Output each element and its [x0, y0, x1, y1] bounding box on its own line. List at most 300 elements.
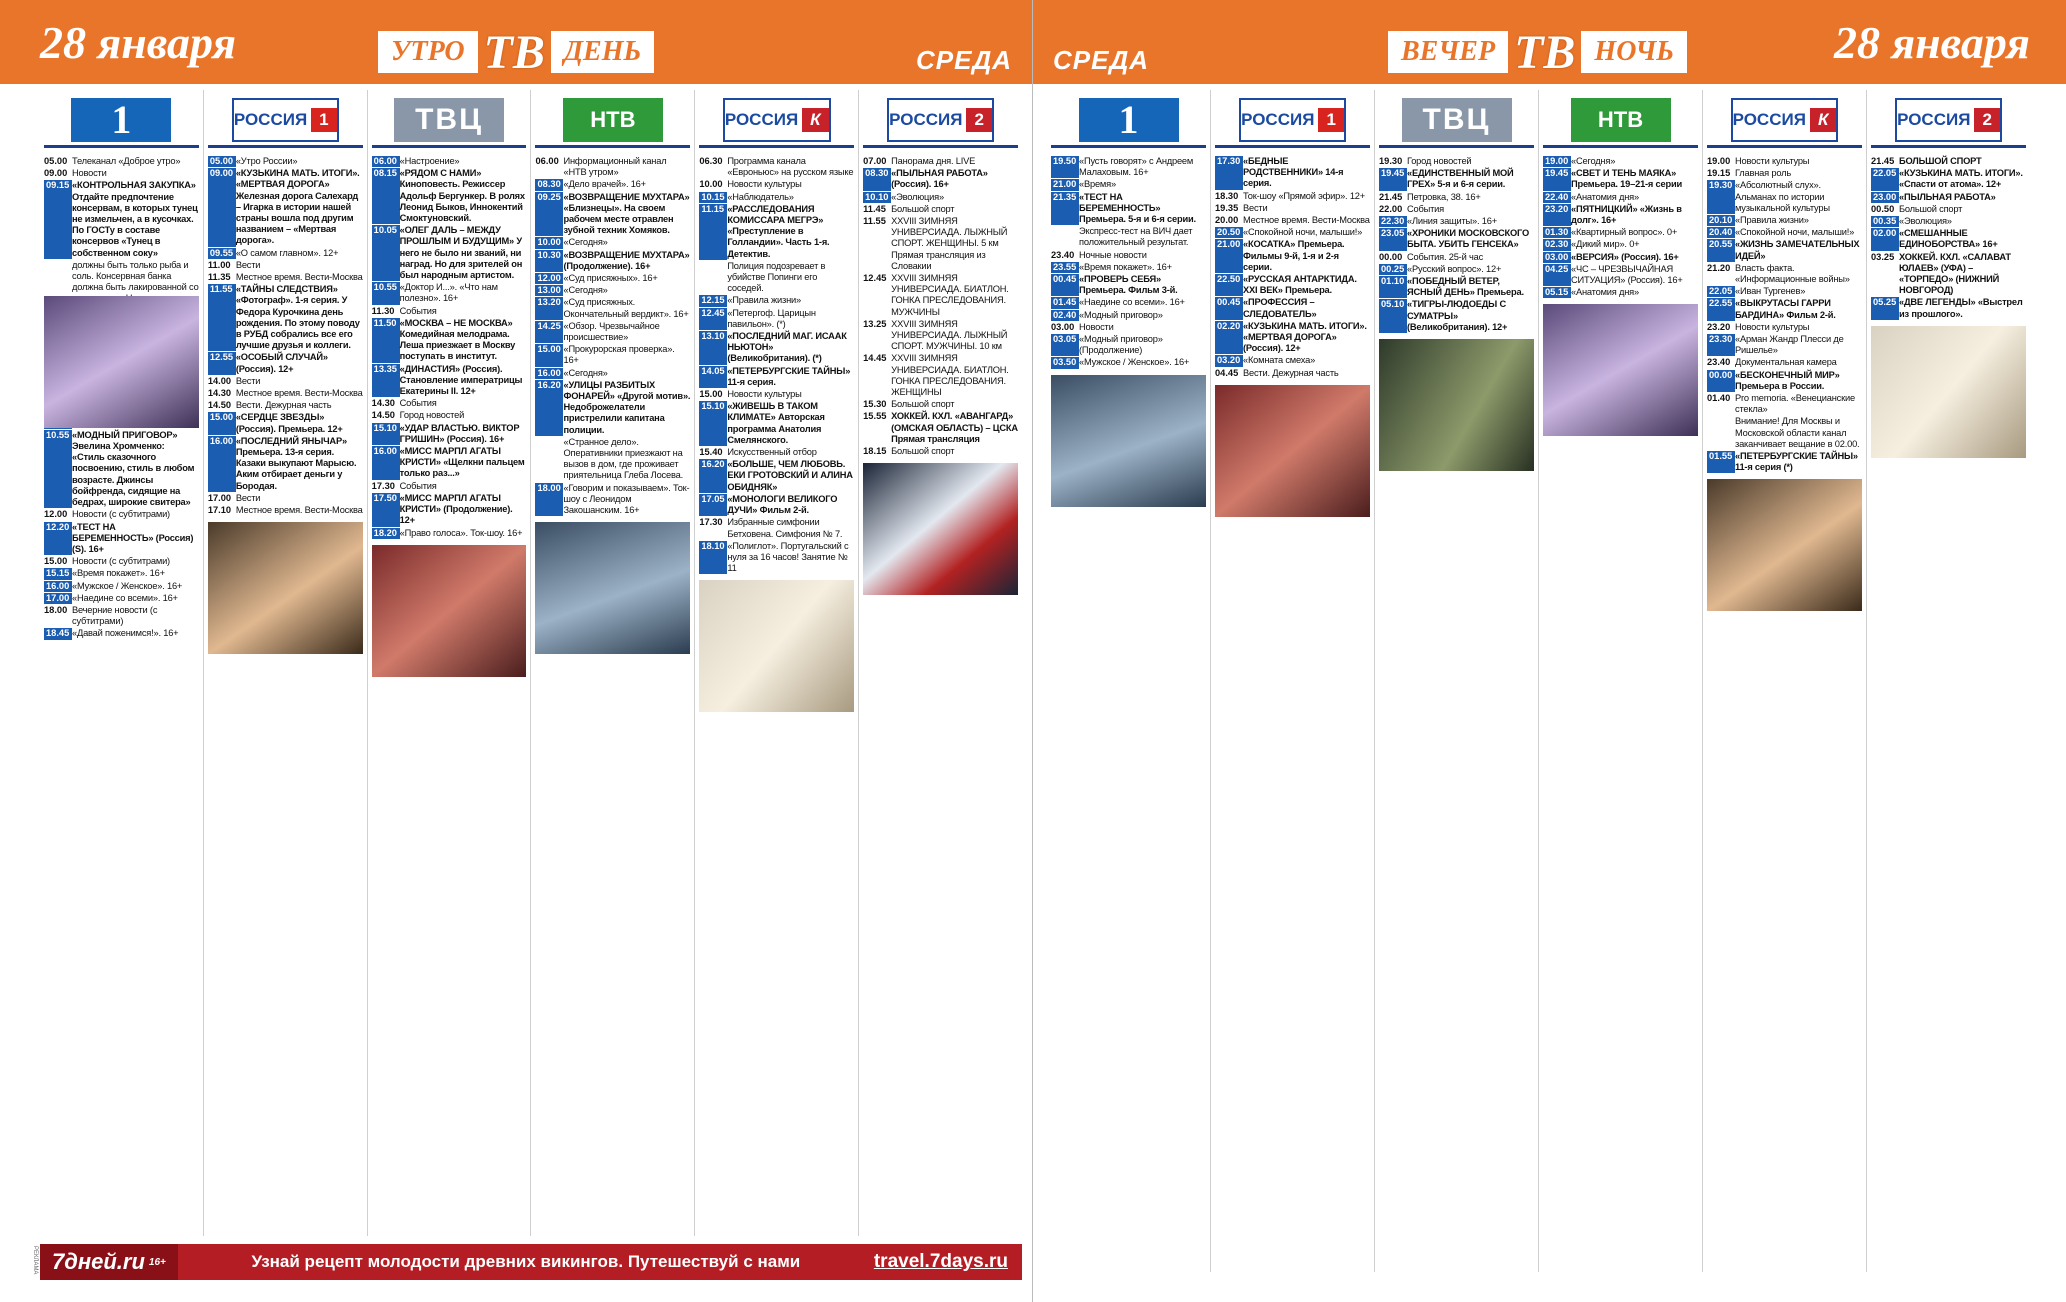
program-list — [863, 156, 1018, 457]
program-row[interactable] — [863, 216, 1018, 272]
program-row[interactable] — [1051, 310, 1206, 321]
program-title: События — [1407, 203, 1444, 214]
program-row[interactable] — [1379, 228, 1534, 250]
program-row[interactable] — [863, 353, 1018, 398]
program-time: 17.30 — [371, 480, 395, 491]
program-title: Панорама дня. LIVE — [891, 156, 976, 166]
program-row[interactable] — [1707, 168, 1862, 179]
program-title: «Эволюция» — [891, 191, 944, 202]
program-time: 10.10 — [863, 192, 891, 203]
program-title: Местное время. Вести-Москва — [235, 388, 363, 399]
program-row[interactable] — [1215, 191, 1370, 202]
program-time: 19.35 — [1215, 202, 1239, 213]
column-russia1 — [1211, 90, 1375, 1272]
program-title: «Линия защиты». 16+ — [1407, 216, 1497, 227]
program-row[interactable] — [44, 568, 199, 579]
program-row[interactable] — [1215, 355, 1370, 366]
program-row[interactable] — [372, 318, 527, 363]
program-title: БОЛЬШОЙ СПОРТ — [1899, 156, 1982, 166]
program-title: Вести — [235, 259, 261, 270]
program-time: 13.35 — [372, 364, 400, 398]
program-time: 15.40 — [699, 447, 723, 458]
program-row[interactable] — [372, 481, 527, 492]
program-row[interactable] — [1051, 179, 1206, 190]
program-title: «МИСС МАРПЛ АГАТЫ КРИСТИ» (Продолжение). 12+ — [399, 492, 513, 526]
program-row[interactable] — [1379, 299, 1534, 333]
program-title: «УЛИЦЫ РАЗБИТЫХ ФОНАРЕЙ» «Другой мотив». Недоброжелатели пристрелили капитана полиции. — [563, 379, 691, 435]
program-time: 19.00 — [1707, 156, 1731, 166]
program-row[interactable] — [1051, 334, 1206, 356]
program-time: 08.30 — [863, 168, 891, 190]
photo-man-portrait — [535, 522, 690, 654]
program-row[interactable] — [1543, 227, 1698, 238]
program-row[interactable] — [699, 389, 854, 400]
program-row[interactable] — [699, 192, 854, 203]
program-row[interactable] — [1379, 204, 1534, 215]
program-time: 13.25 — [863, 318, 887, 329]
program-row[interactable] — [1543, 252, 1698, 263]
program-time: 08.30 — [535, 179, 563, 190]
program-row[interactable] — [1215, 203, 1370, 214]
program-title: «Говорим и показываем». Ток-шоу с Леонидом Закошанским. 16+ — [563, 482, 690, 516]
program-time: 14.50 — [371, 410, 395, 421]
program-row[interactable] — [208, 376, 363, 387]
program-time: 21.00 — [1051, 179, 1079, 190]
program-row[interactable] — [1707, 286, 1862, 297]
program-row[interactable] — [208, 352, 363, 374]
program-title: Местное время. Вести-Москва — [235, 272, 363, 283]
program-row[interactable] — [1051, 226, 1206, 248]
program-row[interactable] — [699, 494, 854, 516]
program-row[interactable] — [372, 282, 527, 304]
channel-logo-russiak: РОССИЯ К — [1707, 94, 1862, 148]
program-title: «ВОЗВРАЩЕНИЕ МУХТАРА» (Продолжение). 16+ — [563, 249, 690, 271]
program-row[interactable] — [1707, 298, 1862, 320]
program-row[interactable] — [863, 446, 1018, 457]
program-row[interactable] — [535, 297, 690, 319]
program-time: 05.25 — [1871, 297, 1899, 319]
program-title: должны быть только рыба и соль. Консервная банка должна быть лакированной со — [72, 259, 199, 293]
program-time: 04.45 — [1215, 367, 1239, 378]
program-title: «МОСКВА – НЕ МОСКВА» Комедийная мелодрама. Леша приезжает в Москву поступать в институт. — [399, 317, 516, 362]
column-russiak — [1703, 90, 1867, 1272]
program-row[interactable] — [372, 446, 527, 480]
program-row[interactable] — [699, 401, 854, 446]
program-row[interactable] — [44, 509, 199, 520]
program-title: Pro memoria. «Венецианские стекла» — [1735, 393, 1855, 415]
program-row[interactable] — [372, 398, 527, 409]
program-title: «ПЫЛЬНАЯ РАБОТА» (Россия). 16+ — [891, 168, 988, 190]
program-row[interactable] — [535, 437, 690, 482]
program-time: 22.40 — [1543, 192, 1571, 203]
program-time: 03.25 — [1871, 251, 1895, 262]
program-time: 15.00 — [44, 556, 68, 567]
program-title: ХОККЕЙ. КХЛ. «АВАНГАРД» (ОМСКАЯ ОБЛАСТЬ) – ЦСКА Прямая трансляция — [891, 411, 1018, 444]
program-row[interactable] — [1051, 357, 1206, 368]
program-title: «ВЫКРУТАСЫ ГАРРИ БАРДИНА» Фильм 2-й. — [1735, 298, 1836, 320]
program-row[interactable] — [863, 156, 1018, 167]
program-title: «ДВЕ ЛЕГЕНДЫ» «Выстрел из прошлого». — [1899, 297, 2023, 319]
program-row[interactable] — [1215, 368, 1370, 379]
program-row[interactable] — [44, 180, 199, 258]
program-title: «Спокойной ночи, малыши!» — [1243, 227, 1363, 238]
program-row[interactable] — [44, 605, 199, 627]
program-time: 21.00 — [1215, 239, 1243, 273]
program-title: «БОЛЬШЕ, ЧЕМ ЛЮБОВЬ. ЕКИ ГРОТОВСКИЙ И АЛИНА ОБИДНЯК» — [727, 459, 853, 492]
program-time: 15.00 — [535, 344, 563, 366]
program-row[interactable] — [535, 192, 690, 237]
program-time: 15.00 — [208, 412, 236, 434]
program-title: Вести — [235, 375, 261, 386]
program-row[interactable] — [1215, 156, 1370, 190]
program-row[interactable] — [535, 285, 690, 296]
program-row[interactable] — [1871, 216, 2026, 227]
program-time: 10.00 — [535, 237, 563, 248]
program-time: 04.25 — [1543, 264, 1571, 286]
program-row[interactable] — [208, 412, 363, 434]
program-row[interactable] — [1543, 239, 1698, 250]
program-row[interactable] — [699, 459, 854, 493]
program-row[interactable] — [1871, 204, 2026, 215]
program-row[interactable] — [1543, 287, 1698, 298]
program-row[interactable] — [44, 593, 199, 604]
tv-logo-icon: ТВ — [483, 25, 545, 79]
program-row[interactable] — [1707, 416, 1862, 450]
program-row[interactable] — [1379, 252, 1534, 263]
program-time: 20.00 — [1215, 215, 1239, 226]
photo-kurchatov — [1871, 326, 2026, 458]
program-row[interactable] — [44, 628, 199, 639]
program-time: 22.55 — [1707, 298, 1735, 320]
program-title: «УДАР ВЛАСТЬЮ. ВИКТОР ГРИШИН» (Россия). 16+ — [399, 422, 520, 444]
program-row[interactable] — [699, 295, 854, 306]
program-title: «ДИНАСТИЯ» (Россия). Становление императрицы Екатерины II. 12+ — [399, 363, 523, 397]
program-time: 10.55 — [44, 430, 72, 508]
program-title: «Обзор. Чрезвычайное происшествие» — [563, 320, 660, 343]
program-title: «РЯДОМ С НАМИ» Киноповесть. Режиссер Адольф Бергункер. В ролях Леонид Быков, Иннокентий Смоктуновский. — [399, 168, 525, 224]
program-title: «Наблюдатель» — [727, 191, 794, 202]
program-title: «Сегодня» — [563, 237, 608, 248]
program-row[interactable] — [208, 388, 363, 399]
program-row[interactable] — [1707, 334, 1862, 356]
program-row[interactable] — [699, 261, 854, 295]
program-title: XXVIII ЗИМНЯЯ УНИВЕРСИАДА. БИАТЛОН. ГОНКА ПРЕСЛЕДОВАНИЯ. ЖЕНЩИНЫ — [891, 353, 1009, 398]
column-perviy — [1047, 90, 1211, 1272]
header-band-right — [1033, 0, 2066, 84]
program-title: «ПЫЛЬНАЯ РАБОТА» — [1899, 191, 1996, 202]
program-row[interactable] — [1215, 227, 1370, 238]
program-row[interactable] — [699, 447, 854, 458]
program-row[interactable] — [535, 273, 690, 284]
channel-logo-perviy: 1 — [44, 94, 199, 148]
program-title: «МОНОЛОГИ ВЕЛИКОГО ДУЧИ» Фильм 2-й. — [727, 493, 838, 516]
program-row[interactable] — [699, 366, 854, 388]
program-row[interactable] — [535, 483, 690, 517]
column-ntv — [1539, 90, 1703, 1272]
program-time: 03.00 — [1051, 321, 1075, 332]
program-row[interactable] — [208, 505, 363, 516]
program-time: 18.10 — [699, 541, 727, 575]
program-row[interactable] — [535, 237, 690, 248]
program-row[interactable] — [372, 364, 527, 398]
program-time: 12.20 — [44, 522, 72, 556]
program-row[interactable] — [44, 168, 199, 179]
program-row[interactable] — [1871, 252, 2026, 297]
program-title: Новости (с субтитрами) — [72, 509, 170, 520]
program-list — [1871, 156, 2026, 320]
program-row[interactable] — [1379, 276, 1534, 298]
program-time: 19.45 — [1543, 168, 1571, 190]
program-title: «Полиглот». Португальский с нуля за 16 часов! Занятие № 11 — [727, 540, 849, 574]
program-title: «ЕДИНСТВЕННЫЙ МОЙ ГРЕХ» 5-я и 6-я серии. — [1407, 168, 1514, 190]
program-row[interactable] — [1871, 168, 2026, 190]
program-title: ХОККЕЙ. КХЛ. «САЛАВАТ ЮЛАЕВ» (УФА) – «ТОРПЕДО» (НИЖНИЙ НОВГОРОД) — [1899, 251, 2011, 296]
program-time: 17.00 — [44, 593, 72, 604]
program-title: Большой спорт — [891, 203, 955, 214]
program-time: 00.45 — [1051, 274, 1079, 296]
program-row[interactable] — [1215, 239, 1370, 273]
program-title: «Русский вопрос». 12+ — [1407, 263, 1502, 274]
program-time: 02.30 — [1543, 239, 1571, 250]
program-title: Вечерние новости (с субтитрами) — [72, 604, 158, 627]
program-row[interactable] — [44, 581, 199, 592]
program-row[interactable] — [1051, 156, 1206, 178]
program-title: Новости — [72, 168, 107, 179]
program-title: «КУЗЬКИНА МАТЬ. ИТОГИ». «Спасти от атома». 12+ — [1899, 168, 2023, 190]
channel-logo-ntv: НТВ — [535, 94, 690, 148]
program-row[interactable] — [1379, 168, 1534, 190]
program-time: 18.00 — [535, 483, 563, 517]
program-time: 13.00 — [535, 285, 563, 296]
program-row[interactable] — [1871, 297, 2026, 319]
footer-link[interactable]: travel.7days.ru — [873, 1251, 1008, 1272]
program-title: «ПОБЕДНЫЙ ВЕТЕР, ЯСНЫЙ ДЕНЬ» Премьера. — [1407, 276, 1524, 298]
program-title: «Комната смеха» — [1243, 355, 1316, 366]
program-row[interactable] — [1871, 192, 2026, 203]
program-row[interactable] — [863, 399, 1018, 410]
photo-doctors — [1051, 375, 1206, 507]
program-time: 19.00 — [1543, 156, 1571, 167]
program-list — [1051, 156, 1206, 369]
program-row[interactable] — [1379, 156, 1534, 167]
program-time: 19.45 — [1379, 168, 1407, 190]
program-title: «МИСС МАРПЛ АГАТЫ КРИСТИ» «Щелкни пальцем только раз...» — [399, 446, 525, 479]
program-row[interactable] — [372, 493, 527, 527]
program-row[interactable] — [208, 493, 363, 504]
program-time: 19.30 — [1707, 180, 1735, 214]
program-row[interactable] — [208, 248, 363, 259]
program-row[interactable] — [1215, 215, 1370, 226]
program-row[interactable] — [1215, 274, 1370, 296]
footer-slogan: Узнай рецепт молодости древних викингов. Путешествуй с нами — [251, 1252, 801, 1271]
program-title: «Дело врачей». 16+ — [563, 179, 646, 190]
program-row[interactable] — [1051, 297, 1206, 308]
program-row[interactable] — [699, 179, 854, 190]
program-row[interactable] — [372, 528, 527, 539]
program-row[interactable] — [535, 179, 690, 190]
program-row[interactable] — [1707, 227, 1862, 238]
program-row[interactable] — [863, 204, 1018, 215]
program-row[interactable] — [1051, 262, 1206, 273]
program-row[interactable] — [44, 156, 199, 167]
program-row[interactable] — [1215, 297, 1370, 319]
program-title: «СМЕШАННЫЕ ЕДИНОБОРСТВА» 16+ — [1899, 228, 1998, 250]
program-time: 23.55 — [1051, 262, 1079, 273]
program-row[interactable] — [372, 306, 527, 317]
program-row[interactable] — [1871, 156, 2026, 167]
program-row[interactable] — [208, 168, 363, 246]
program-row[interactable] — [1707, 239, 1862, 261]
advert-label: РЕКЛАМА — [32, 1246, 38, 1275]
program-time: 14.25 — [535, 321, 563, 343]
channel-logo-russia2: РОССИЯ 2 — [863, 94, 1018, 148]
program-row[interactable] — [1543, 192, 1698, 203]
program-row[interactable] — [1707, 180, 1862, 214]
program-row[interactable] — [863, 192, 1018, 203]
program-row[interactable] — [44, 556, 199, 567]
program-row[interactable] — [1707, 322, 1862, 333]
program-row[interactable] — [1543, 168, 1698, 190]
program-time: 17.00 — [207, 492, 232, 503]
program-row[interactable] — [1543, 204, 1698, 226]
program-title: «Настроение» — [399, 156, 460, 166]
program-time: 03.05 — [1051, 334, 1079, 356]
program-row[interactable] — [1707, 451, 1862, 473]
program-title: «СЕРДЦЕ ЗВЕЗДЫ» (Россия). Премьера. 12+ — [235, 412, 343, 434]
program-row[interactable] — [44, 430, 199, 508]
program-row[interactable] — [699, 156, 854, 178]
program-row[interactable] — [699, 541, 854, 575]
program-row[interactable] — [1707, 357, 1862, 368]
program-time: 15.10 — [699, 401, 727, 446]
program-row[interactable] — [208, 284, 363, 351]
program-row[interactable] — [535, 380, 690, 436]
program-row[interactable] — [863, 319, 1018, 353]
program-title: «КУЗЬКИНА МАТЬ. ИТОГИ». «МЕРТВАЯ ДОРОГА» Железная дорога Салехард – Игарка в истории нашей страны вошла под другим названием – «Мертвая дорога». — [235, 168, 360, 246]
program-title: «Модный приговор» — [1079, 309, 1163, 320]
program-time: 01.55 — [1707, 451, 1735, 473]
program-row[interactable] — [863, 273, 1018, 318]
program-time: 22.05 — [1871, 168, 1899, 190]
program-row[interactable] — [372, 156, 527, 167]
program-title: «Эволюция» — [1899, 216, 1952, 227]
program-row[interactable] — [1379, 264, 1534, 275]
program-row[interactable] — [1215, 321, 1370, 355]
program-row[interactable] — [535, 156, 690, 178]
program-row[interactable] — [208, 436, 363, 492]
program-row[interactable] — [208, 400, 363, 411]
program-row[interactable] — [1707, 156, 1862, 167]
program-row[interactable] — [208, 260, 363, 271]
program-time — [1051, 226, 1079, 248]
program-time: 03.00 — [1543, 252, 1571, 263]
program-title: «ПРОВЕРЬ СЕБЯ» Премьера. Фильм 3-й. — [1079, 274, 1178, 296]
program-row[interactable] — [1543, 156, 1698, 167]
program-title: «Прокурорская проверка». 16+ — [563, 344, 675, 366]
program-time: 09.25 — [535, 192, 563, 237]
program-row[interactable] — [1051, 274, 1206, 296]
program-row[interactable] — [372, 225, 527, 281]
program-title: «Анатомия дня» — [1571, 191, 1639, 202]
program-title: Экспресс-тест на ВИЧ дает положительный результат. — [1079, 226, 1193, 248]
program-title: XXVIII ЗИМНЯЯ УНИВЕРСИАДА. ЛЫЖНЫЙ СПОРТ. МУЖЧИНЫ. 10 км — [891, 318, 1008, 352]
program-row[interactable] — [863, 411, 1018, 445]
program-title: Город новостей — [399, 410, 465, 421]
program-row[interactable] — [208, 272, 363, 283]
program-row[interactable] — [1707, 215, 1862, 226]
program-title: «ПРОФЕССИЯ – СЛЕДОВАТЕЛЬ» — [1243, 297, 1317, 319]
program-row[interactable] — [535, 250, 690, 272]
program-time: 20.10 — [1707, 215, 1735, 226]
program-row[interactable] — [863, 168, 1018, 190]
program-row[interactable] — [372, 423, 527, 445]
program-time: 11.00 — [207, 259, 231, 270]
program-title: Новости — [1079, 321, 1114, 332]
program-time: 14.50 — [207, 400, 232, 411]
program-time: 11.55 — [208, 284, 236, 351]
program-row[interactable] — [1379, 192, 1534, 203]
program-row[interactable] — [1051, 250, 1206, 261]
program-time: 00.35 — [1871, 216, 1899, 227]
program-time: 16.20 — [535, 380, 563, 436]
program-time: 23.05 — [1379, 228, 1407, 250]
program-row[interactable] — [1707, 370, 1862, 392]
program-time: 11.35 — [207, 272, 231, 283]
program-row[interactable] — [1871, 228, 2026, 250]
program-row[interactable] — [372, 168, 527, 224]
program-time — [699, 261, 727, 295]
program-title: Вести. Дежурная часть — [235, 400, 332, 411]
program-row[interactable] — [535, 368, 690, 379]
program-row[interactable] — [1543, 264, 1698, 286]
program-row[interactable] — [1051, 322, 1206, 333]
column-tvc — [368, 90, 532, 1236]
program-time: 18.15 — [863, 446, 887, 457]
program-row[interactable] — [1051, 192, 1206, 226]
logo-vecher-noch: ВЕЧЕР ТВ НОЧЬ — [1388, 28, 1687, 76]
program-row[interactable] — [1379, 216, 1534, 227]
program-title: «ВОЗВРАЩЕНИЕ МУХТАРА» «Близнецы». На своем рабочем месте отравлен зубной техник Хомяков. — [563, 191, 690, 236]
program-title: «Доктор И...». «Что нам полезно». 16+ — [399, 282, 498, 304]
photo-family-dinner — [1215, 385, 1370, 517]
program-title: Программа канала «Евроньюс» на русском языке — [727, 156, 854, 178]
program-row[interactable] — [699, 331, 854, 365]
program-title: Вести. Дежурная часть — [1243, 367, 1339, 378]
program-time: 07.00 — [863, 156, 887, 166]
brand-7days[interactable]: 7дней.ru 16+ — [40, 1244, 178, 1280]
program-row[interactable] — [1707, 393, 1862, 415]
footer-banner[interactable] — [40, 1244, 1022, 1280]
program-time: 05.00 — [44, 156, 68, 166]
program-title: «ЖИЗНЬ ЗАМЕЧАТЕЛЬНЫХ ИДЕЙ» — [1735, 239, 1860, 261]
program-row[interactable] — [1707, 263, 1862, 285]
program-row[interactable] — [44, 522, 199, 556]
program-title: «РАССЛЕДОВАНИЯ КОМИССАРА МЕГРЭ» «Преступление в Голландии». Часть 1-я. Детектив. — [727, 203, 830, 259]
program-row[interactable] — [372, 410, 527, 421]
program-time: 09.15 — [44, 180, 72, 258]
program-title: «БЕДНЫЕ РОДСТВЕННИКИ» 14-я серия. — [1243, 156, 1344, 189]
program-row[interactable] — [535, 321, 690, 343]
program-row[interactable] — [699, 308, 854, 330]
program-time: 12.45 — [863, 273, 887, 284]
program-row[interactable] — [208, 156, 363, 167]
program-title: «Спокойной ночи, малыши!» — [1735, 227, 1855, 238]
program-row[interactable] — [699, 517, 854, 539]
program-list — [699, 156, 854, 574]
channel-logo-tvc: ТВЦ — [372, 94, 527, 148]
program-row[interactable] — [699, 204, 854, 260]
program-row[interactable] — [535, 344, 690, 366]
